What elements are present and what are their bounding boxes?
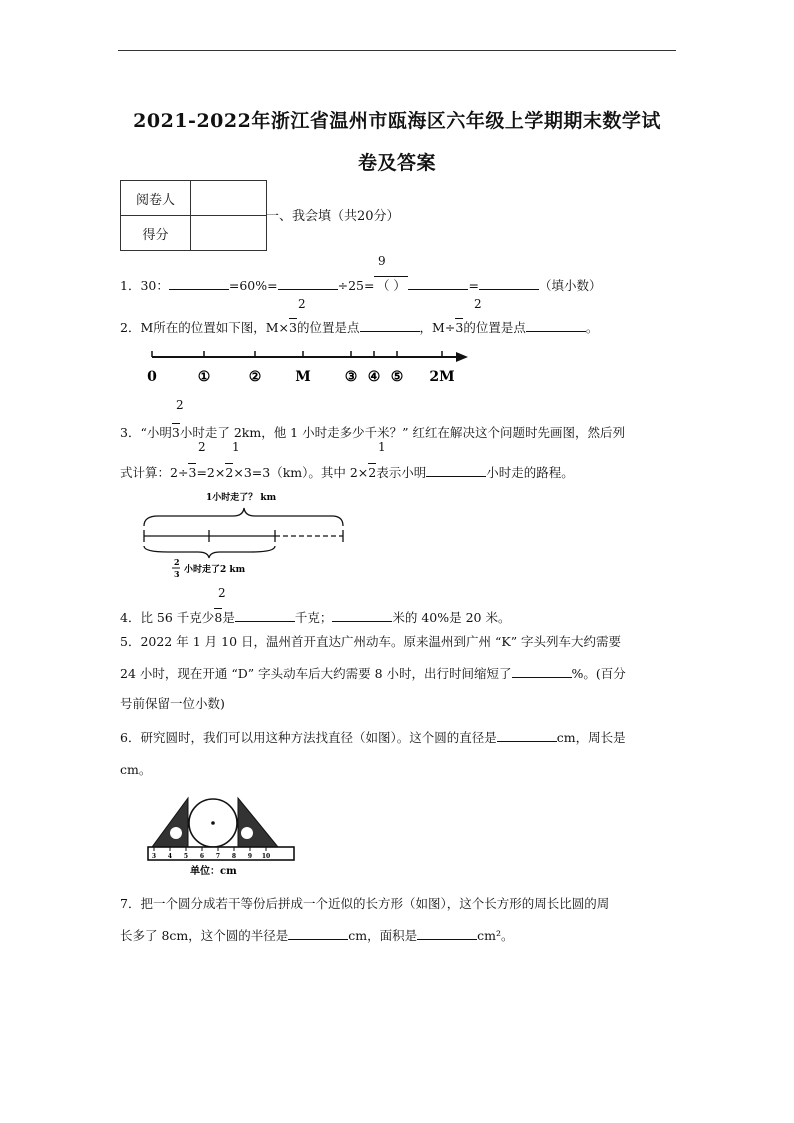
question-1: 1．30： =60%= ÷25= （ ） = （填小数） (120, 278, 602, 293)
question-2: 2．M所在的位置如下图，M×3的位置是点 ，M÷3的位置是点 。 (120, 320, 599, 335)
question-6-cont: cm。 (120, 762, 152, 777)
answer-blank[interactable] (408, 277, 468, 290)
walking-diagram (138, 488, 358, 584)
q1-fraction-numerator: 9 (378, 254, 386, 268)
answer-blank[interactable] (288, 927, 348, 940)
q3-fraction-numerator: 2 (198, 440, 206, 454)
question-4: 4．比 56 千克少8是 千克； 米的 40%是 20 米。 (120, 610, 511, 625)
score-label: 得分 (121, 216, 191, 251)
ruler-tick-label: 7 (215, 853, 221, 860)
answer-blank[interactable] (169, 277, 229, 290)
answer-blank[interactable] (235, 609, 295, 622)
q3-fraction-numerator: 1 (378, 440, 386, 454)
answer-blank[interactable] (278, 277, 338, 290)
ruler-tick-label: 3 (151, 853, 157, 860)
score-cell (191, 216, 267, 251)
page-title-line2: 卷及答案 (357, 152, 436, 174)
ruler-tick-label: 8 (231, 853, 237, 860)
diagram-top-label: 1小时走了？ km (206, 493, 277, 503)
ruler-figure (144, 795, 296, 877)
number-line (140, 348, 480, 388)
number-line-label: ④ (367, 369, 381, 385)
ruler-tick-label: 10 (261, 853, 271, 860)
ruler-unit: 单位：cm (190, 866, 237, 877)
number-line-label: ② (248, 369, 262, 385)
ruler-tick-label: 5 (183, 853, 189, 860)
question-7-line1: 7．把一个圆分成若干等份后拼成一个近似的长方形（如图），这个长方形的周长比圆的周 (120, 896, 610, 911)
question-5-line3: 号前保留一位小数) (120, 696, 225, 711)
answer-blank[interactable] (512, 665, 572, 678)
answer-blank[interactable] (426, 464, 486, 477)
number-line-label: ① (197, 369, 211, 385)
section-heading: 一、我会填（共20分） (266, 209, 400, 224)
answer-blank[interactable] (526, 319, 586, 332)
answer-blank[interactable] (417, 927, 477, 940)
reviewer-label: 阅卷人 (121, 181, 191, 216)
answer-blank[interactable] (497, 729, 557, 742)
answer-blank[interactable] (479, 277, 539, 290)
ruler-tick-label: 9 (247, 853, 253, 860)
reviewer-cell (191, 181, 267, 216)
page-title-line1: 2021-2022年浙江省温州市瓯海区六年级上学期期末数学试 (133, 110, 661, 132)
question-3-line2: 式计算：2÷3=2×2×3=3（km）。其中 2×2表示小明 小时走的路程。 (120, 465, 574, 480)
ruler-tick-label: 6 (199, 853, 205, 860)
q2-fraction-numerator: 2 (474, 297, 482, 311)
diagram-bottom-label: 小时走了2 km (184, 565, 246, 575)
header-rule (118, 50, 676, 51)
ruler-tick-label: 4 (167, 853, 173, 860)
answer-blank[interactable] (332, 609, 392, 622)
question-3-line1: 3．“小明3小时走了 2km，他 1 小时走多少千米？” 红红在解决这个问题时先画图，然后列 (120, 425, 625, 440)
number-line-label: M (295, 369, 311, 385)
answer-blank[interactable] (360, 319, 420, 332)
question-5-line1: 5．2022 年 1 月 10 日，温州首开直达广州动车。原来温州到广州 “K” 字头列车大约需要 (120, 634, 622, 649)
number-line-label: 0 (147, 369, 157, 385)
question-5-line2: 24 小时，现在开通 “D” 字头动车后大约需要 8 小时，出行时间缩短了 %。(百分 (120, 666, 626, 681)
q3-fraction-numerator: 1 (232, 440, 240, 454)
q3-fraction-numerator: 2 (176, 398, 184, 412)
score-table (120, 180, 267, 251)
number-line-label: ③ (344, 369, 358, 385)
q2-fraction-numerator: 2 (298, 297, 306, 311)
question-7-line2: 长多了 8cm，这个圆的半径是 cm，面积是 cm²。 (120, 928, 514, 943)
q4-fraction-numerator: 2 (218, 586, 226, 600)
svg-text:2: 2 (174, 557, 180, 567)
number-line-label: 2M (429, 369, 455, 385)
number-line-label: ⑤ (390, 369, 404, 385)
svg-text:3: 3 (174, 569, 180, 579)
question-6: 6．研究圆时，我们可以用这种方法找直径（如图）。这个圆的直径是 cm，周长是 (120, 730, 626, 745)
